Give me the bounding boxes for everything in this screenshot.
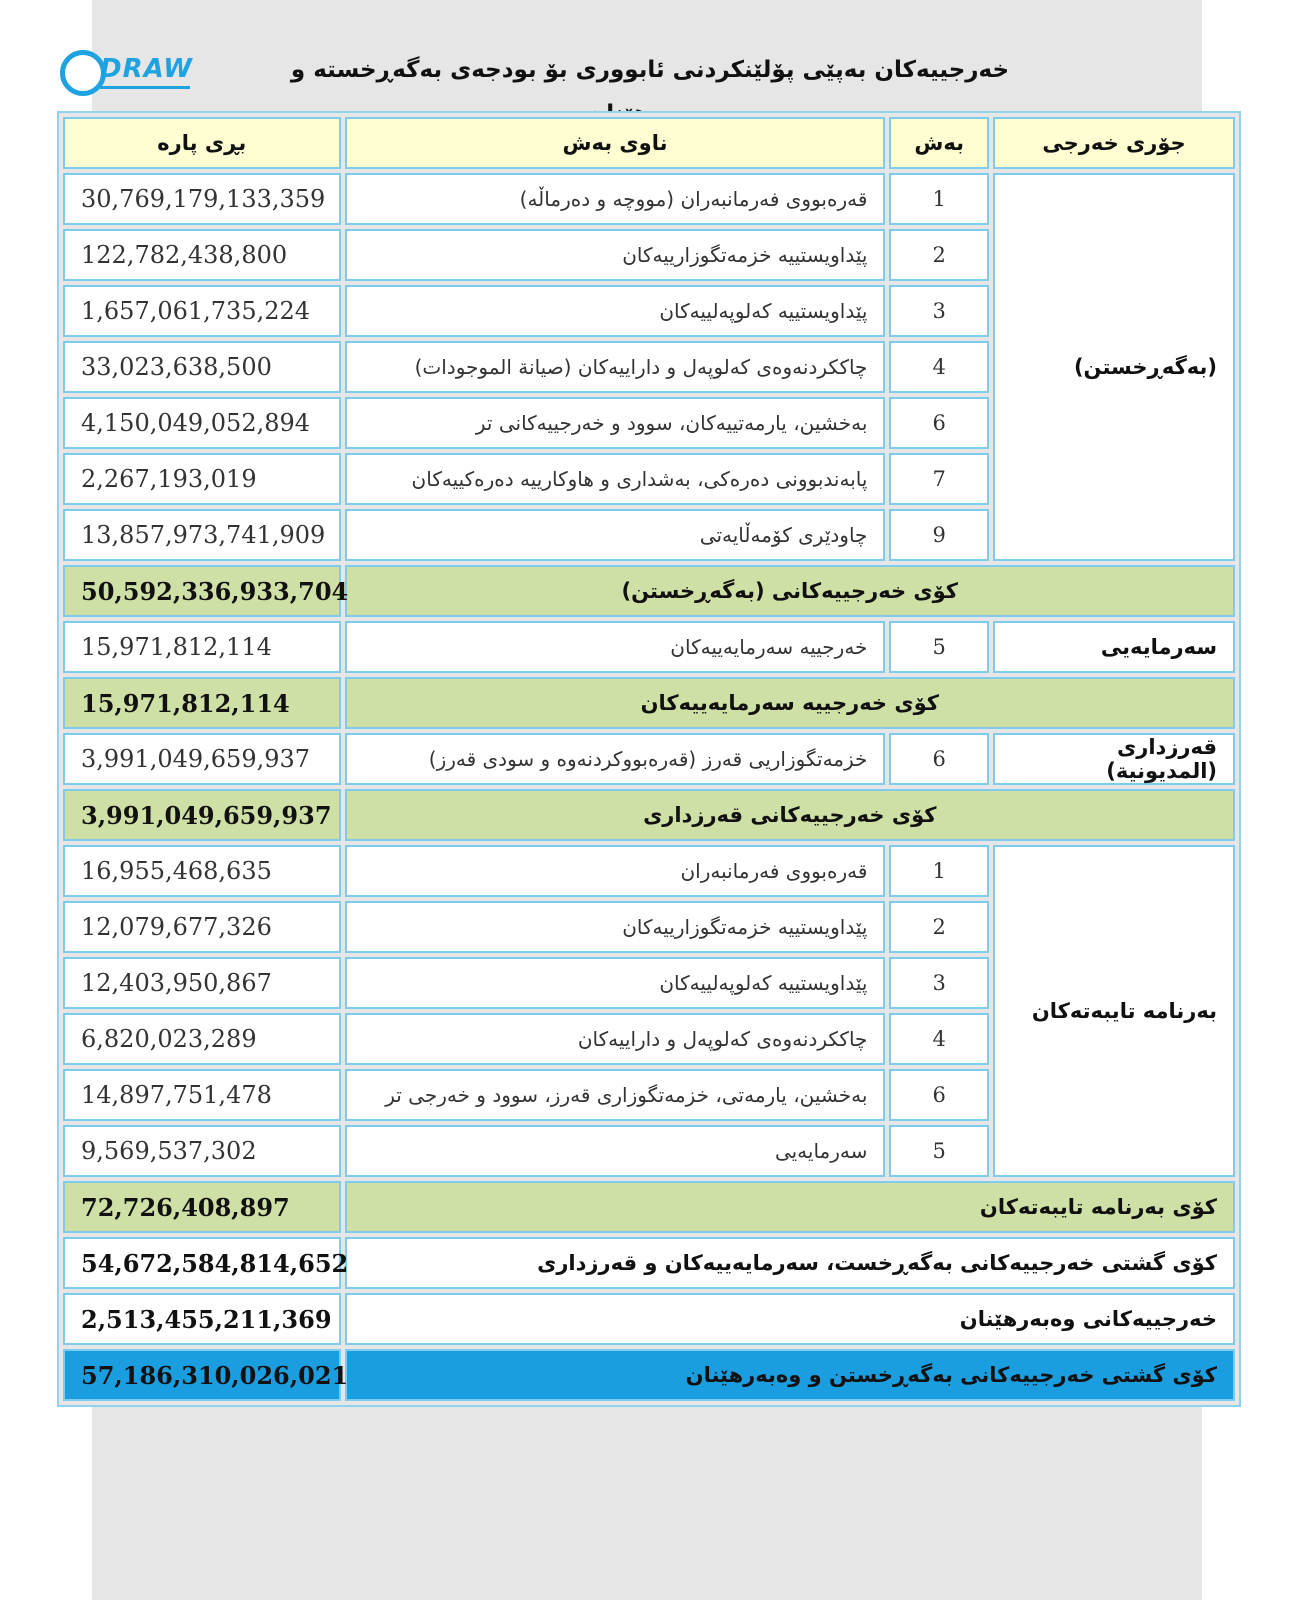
section-cell: 3 xyxy=(889,957,989,1009)
summary-label: کۆی گشتی خەرجییەکانی بەگەڕخست، سەرمایەییەکان و قەرزداری xyxy=(345,1237,1235,1289)
name-cell: خەرجییە سەرمایەییەکان xyxy=(345,621,886,673)
subtotal-row-programs xyxy=(63,1181,1235,1233)
subtotal-label: کۆی بەرنامە تایبەتەکان xyxy=(345,1181,1235,1233)
table-row xyxy=(63,845,1235,897)
section-cell: 2 xyxy=(889,901,989,953)
name-cell: پێداویستییە کەلوپەلییەکان xyxy=(345,285,886,337)
amount-cell: 15,971,812,114 xyxy=(63,621,341,673)
subtotal-row-debt xyxy=(63,789,1235,841)
name-cell: چاککردنەوەی کەلوپەل و داراییەکان xyxy=(345,1013,886,1065)
column-header-type: جۆری خەرجی xyxy=(993,117,1235,169)
column-header-amount: بڕی پارە xyxy=(63,117,341,169)
grand-total-amount: 57,186,310,026,021 xyxy=(63,1349,341,1401)
name-cell: چاودێری کۆمەڵایەتی xyxy=(345,509,886,561)
amount-cell: 6,820,023,289 xyxy=(63,1013,341,1065)
table-row xyxy=(63,173,1235,225)
section-cell: 4 xyxy=(889,341,989,393)
amount-cell: 30,769,179,133,359 xyxy=(63,173,341,225)
subtotal-amount: 15,971,812,114 xyxy=(63,677,341,729)
section-cell: 1 xyxy=(889,845,989,897)
name-cell: قەرەبووی فەرمانبەران xyxy=(345,845,886,897)
name-cell: چاککردنەوەی کەلوپەل و داراییەکان (صيانة الموجودات) xyxy=(345,341,886,393)
section-cell: 6 xyxy=(889,1069,989,1121)
amount-cell: 16,955,468,635 xyxy=(63,845,341,897)
summary-label: خەرجییەکانی وەبەرهێنان xyxy=(345,1293,1235,1345)
group-label-debt: قەرزداری (المديونية) xyxy=(993,733,1235,785)
amount-cell: 33,023,638,500 xyxy=(63,341,341,393)
table-row xyxy=(63,733,1235,785)
subtotal-amount: 72,726,408,897 xyxy=(63,1181,341,1233)
section-cell: 9 xyxy=(889,509,989,561)
amount-cell: 3,991,049,659,937 xyxy=(63,733,341,785)
page-title: خەرجییەکان بەپێی پۆلێنکردنی ئابووری بۆ بودجەی بەگەڕخستە و xyxy=(290,57,1010,83)
column-header-name: ناوی بەش xyxy=(345,117,886,169)
subtotal-label: کۆی خەرجییەکانی قەرزداری xyxy=(345,789,1235,841)
section-cell: 5 xyxy=(889,1125,989,1177)
summary-amount: 2,513,455,211,369 xyxy=(63,1293,341,1345)
name-cell: بەخشین، یارمەتی، خزمەتگوزاری قەرز، سوود و خەرجی تر xyxy=(345,1069,886,1121)
subtotal-amount: 50,592,336,933,704 xyxy=(63,565,341,617)
amount-cell: 12,403,950,867 xyxy=(63,957,341,1009)
section-cell: 2 xyxy=(889,229,989,281)
subtotal-amount: 3,991,049,659,937 xyxy=(63,789,341,841)
summary-amount: 54,672,584,814,652 xyxy=(63,1237,341,1289)
amount-cell: 14,897,751,478 xyxy=(63,1069,341,1121)
draw-logo xyxy=(60,48,195,98)
amount-cell: 9,569,537,302 xyxy=(63,1125,341,1177)
section-cell: 1 xyxy=(889,173,989,225)
summary-row xyxy=(63,1237,1235,1289)
amount-cell: 4,150,049,052,894 xyxy=(63,397,341,449)
name-cell: خزمەتگوزاریی قەرز (قەرەبووکردنەوە و سودی قەرز) xyxy=(345,733,886,785)
grand-total-label: کۆی گشتی خەرجییەکانی بەگەڕخستن و وەبەرهێنان xyxy=(345,1349,1235,1401)
subtotal-row-operational xyxy=(63,565,1235,617)
section-cell: 7 xyxy=(889,453,989,505)
section-cell: 6 xyxy=(889,397,989,449)
table-header-row xyxy=(63,117,1235,169)
summary-row xyxy=(63,1293,1235,1345)
amount-cell: 12,079,677,326 xyxy=(63,901,341,953)
column-header-section: بەش xyxy=(889,117,989,169)
table-row xyxy=(63,621,1235,673)
section-cell: 5 xyxy=(889,621,989,673)
section-cell: 6 xyxy=(889,733,989,785)
section-cell: 4 xyxy=(889,1013,989,1065)
logo-wordmark: DRAW xyxy=(100,54,193,84)
subtotal-label: کۆی خەرجییە سەرمایەییەکان xyxy=(345,677,1235,729)
amount-cell: 1,657,061,735,224 xyxy=(63,285,341,337)
name-cell: سەرمایەیی xyxy=(345,1125,886,1177)
subtotal-label: کۆی خەرجییەکانی (بەگەڕخستن) xyxy=(345,565,1235,617)
amount-cell: 2,267,193,019 xyxy=(63,453,341,505)
logo-underline xyxy=(100,86,190,89)
name-cell: پێداویستییە کەلوپەلییەکان xyxy=(345,957,886,1009)
group-label-capital: سەرمایەیی xyxy=(993,621,1235,673)
amount-cell: 13,857,973,741,909 xyxy=(63,509,341,561)
group-label-programs: بەرنامە تایبەتەکان xyxy=(993,845,1235,1177)
section-cell: 3 xyxy=(889,285,989,337)
expenditure-table xyxy=(57,111,1241,1407)
name-cell: پابەندبوونی دەرەکی، بەشداری و هاوکارییە دەرەکییەکان xyxy=(345,453,886,505)
name-cell: بەخشین، یارمەتییەکان، سوود و خەرجییەکانی تر xyxy=(345,397,886,449)
name-cell: قەرەبووی فەرمانبەران (مووچە و دەرماڵە) xyxy=(345,173,886,225)
group-label-operational: (بەگەڕخستن) xyxy=(993,173,1235,561)
subtotal-row-capital xyxy=(63,677,1235,729)
name-cell: پێداویستییە خزمەتگوزارییەکان xyxy=(345,229,886,281)
amount-cell: 122,782,438,800 xyxy=(63,229,341,281)
grand-total-row xyxy=(63,1349,1235,1401)
name-cell: پێداویستییە خزمەتگوزارییەکان xyxy=(345,901,886,953)
